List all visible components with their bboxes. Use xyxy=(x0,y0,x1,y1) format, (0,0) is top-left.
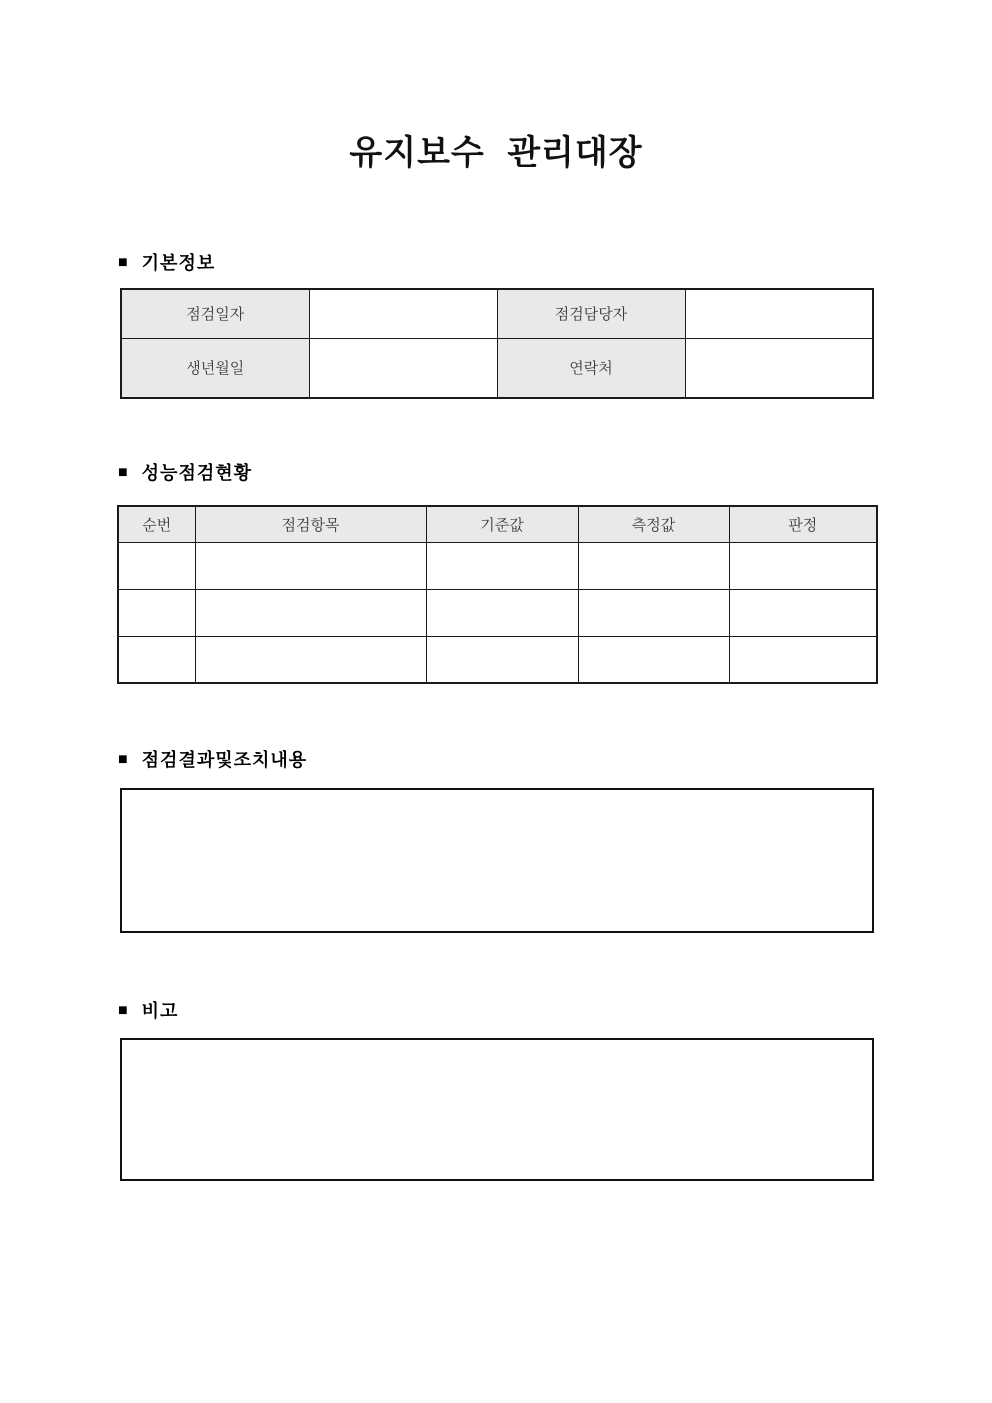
birth-date-label: 생년월일 xyxy=(121,338,309,398)
col-header-measured: 측정값 xyxy=(578,506,729,542)
table-cell[interactable] xyxy=(195,636,426,683)
contact-input[interactable] xyxy=(685,338,873,398)
table-cell[interactable] xyxy=(729,542,877,589)
inspection-date-label: 점검일자 xyxy=(121,289,309,338)
table-row xyxy=(118,636,877,683)
section-heading-result xyxy=(118,748,307,772)
table-header-row xyxy=(118,506,877,542)
table-cell[interactable] xyxy=(578,542,729,589)
table-cell[interactable] xyxy=(426,636,578,683)
table-row xyxy=(118,589,877,636)
table-cell[interactable] xyxy=(195,542,426,589)
section-bullet-icon: ■ xyxy=(118,1002,129,1019)
section-bullet-icon: ■ xyxy=(118,254,129,271)
table-cell[interactable] xyxy=(426,589,578,636)
inspector-input[interactable] xyxy=(685,289,873,338)
col-header-no: 순번 xyxy=(118,506,195,542)
contact-label: 연락처 xyxy=(497,338,685,398)
table-cell[interactable] xyxy=(195,589,426,636)
table-cell[interactable] xyxy=(118,542,195,589)
page-title: 유지보수 관리대장 xyxy=(349,134,643,172)
result-content-box[interactable] xyxy=(120,788,874,933)
col-header-judgment: 판정 xyxy=(729,506,877,542)
section-heading-basic-info xyxy=(118,251,215,275)
performance-table xyxy=(117,505,878,684)
table-row xyxy=(118,542,877,589)
section-heading-label: 기본정보 xyxy=(141,253,216,273)
table-cell[interactable] xyxy=(729,589,877,636)
table-cell[interactable] xyxy=(578,589,729,636)
table-cell[interactable] xyxy=(729,636,877,683)
section-heading-label: 점검결과및조치내용 xyxy=(141,750,308,770)
remarks-content-box[interactable] xyxy=(120,1038,874,1181)
inspection-date-input[interactable] xyxy=(309,289,497,338)
section-bullet-icon: ■ xyxy=(118,464,129,481)
birth-date-input[interactable] xyxy=(309,338,497,398)
table-row xyxy=(121,289,873,338)
col-header-standard: 기준값 xyxy=(426,506,578,542)
section-heading-remarks xyxy=(118,999,178,1023)
table-cell[interactable] xyxy=(578,636,729,683)
section-heading-performance xyxy=(118,461,252,485)
table-cell[interactable] xyxy=(118,589,195,636)
table-cell[interactable] xyxy=(118,636,195,683)
col-header-item: 점검항목 xyxy=(195,506,426,542)
section-heading-label: 비고 xyxy=(141,1001,179,1021)
section-heading-label: 성능점검현황 xyxy=(141,463,252,483)
table-row xyxy=(121,338,873,398)
table-cell[interactable] xyxy=(426,542,578,589)
inspector-label: 점검담당자 xyxy=(497,289,685,338)
section-bullet-icon: ■ xyxy=(118,751,129,768)
basic-info-table xyxy=(120,288,874,399)
